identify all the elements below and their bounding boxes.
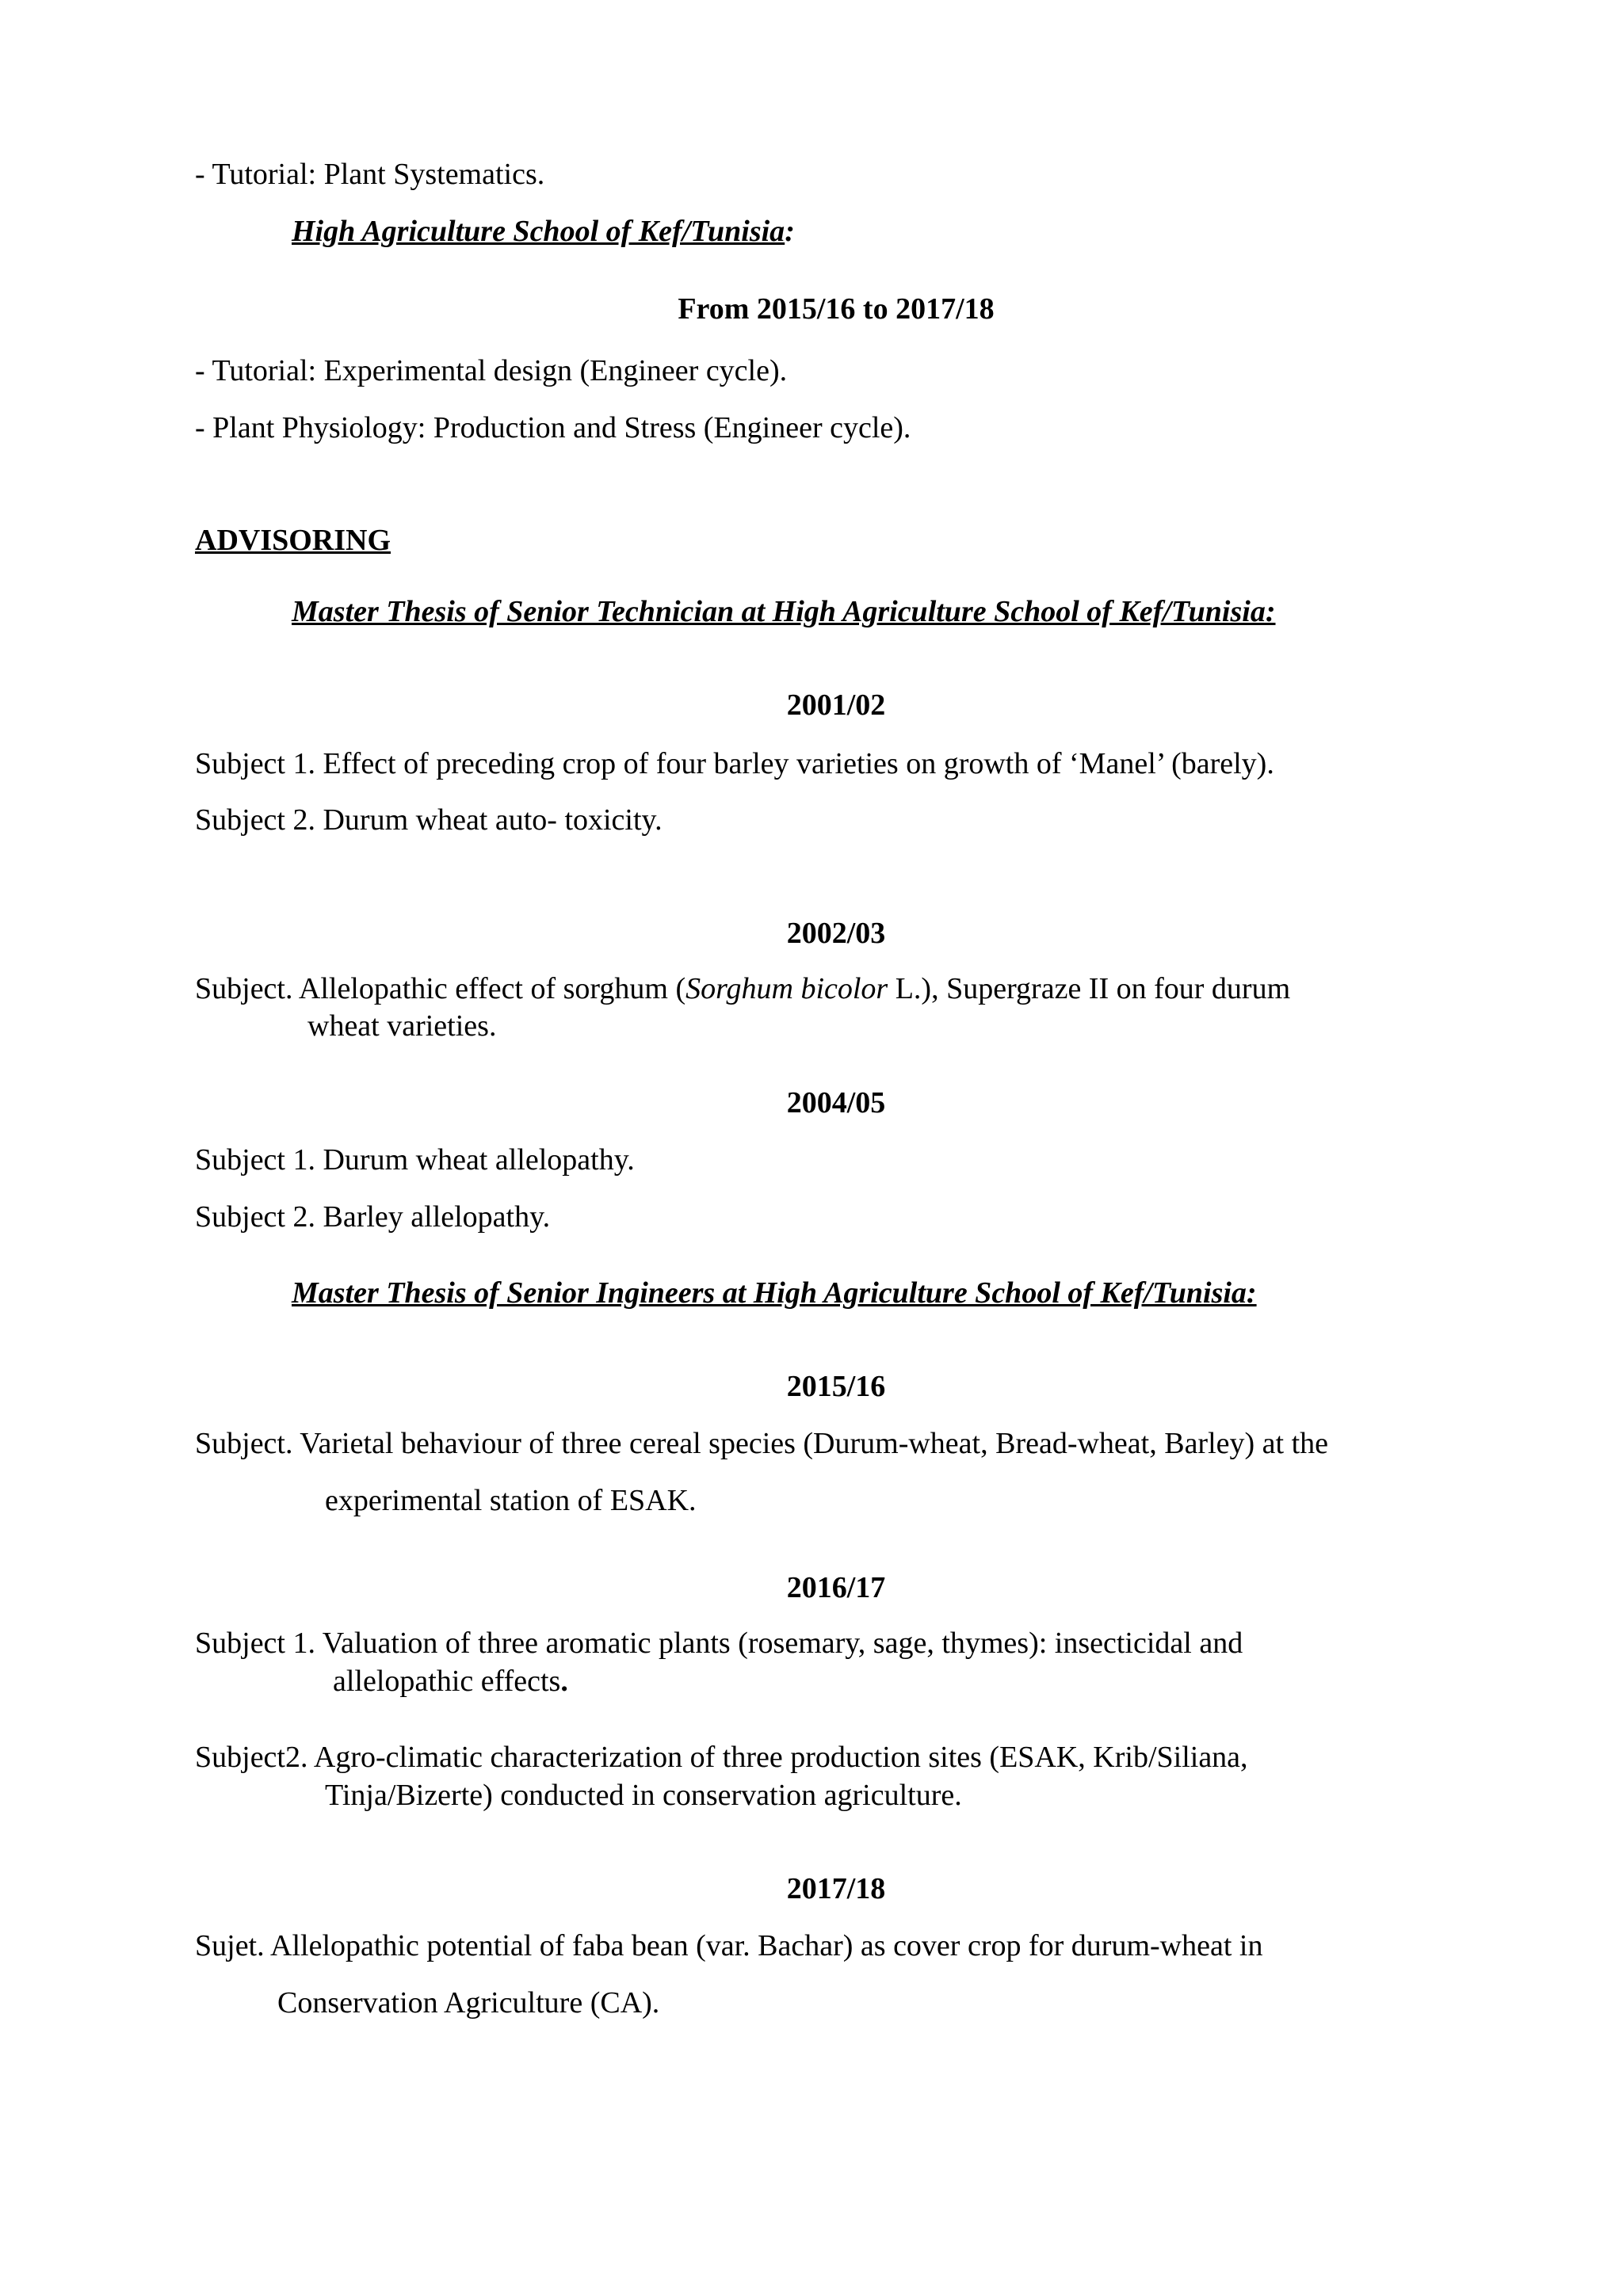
subject-2001-1: Subject 1. Effect of preceding crop of four barley varieties on growth of ‘Manel’ (barely). (195, 747, 1274, 780)
year-2004: 2004/05 (786, 1086, 886, 1119)
subject-2016-1-continuation (333, 1664, 568, 1699)
subject-2002 (195, 971, 1290, 1006)
subject-2015: Subject. Varietal behaviour of three cereal species (Durum-wheat, Bread-wheat, Barley) at the (195, 1427, 1329, 1460)
subject-2002-text-b: L.), Supergraze II on four durum (888, 972, 1291, 1005)
school-heading (292, 214, 795, 249)
subject-2016-1: Subject 1. Valuation of three aromatic plants (rosemary, sage, thymes): insecticidal and (195, 1627, 1243, 1660)
tutorial-experimental-design: - Tutorial: Experimental design (Engineer cycle). (195, 354, 788, 387)
species-name: Sorghum bicolor (685, 972, 888, 1005)
subject-2016-2-continuation: Tinja/Bizerte) conducted in conservation agriculture. (325, 1779, 962, 1812)
year-2015: 2015/16 (786, 1370, 886, 1403)
subject-2004-1: Subject 1. Durum wheat allelopathy. (195, 1143, 635, 1177)
engineers-thesis-heading: Master Thesis of Senior Ingineers at High Agriculture School of Kef/Tunisia: (292, 1276, 1257, 1310)
year-2017: 2017/18 (786, 1872, 886, 1905)
subject-2017-continuation: Conservation Agriculture (CA). (277, 1986, 660, 2019)
subject-2001-2: Subject 2. Durum wheat auto- toxicity. (195, 803, 663, 837)
subject-2017: Sujet. Allelopathic potential of faba bean (var. Bachar) as cover crop for durum-wheat in (195, 1929, 1263, 1962)
subject-2004-2: Subject 2. Barley allelopathy. (195, 1200, 551, 1234)
plant-physiology-course: - Plant Physiology: Production and Stress (Engineer cycle). (195, 411, 911, 444)
school-heading-colon: : (785, 215, 795, 248)
year-2002: 2002/03 (786, 917, 886, 950)
technician-thesis-heading: Master Thesis of Senior Technician at High Agriculture School of Kef/Tunisia: (292, 595, 1276, 628)
tutorial-plant-systematics: - Tutorial: Plant Systematics. (195, 158, 545, 191)
subject-2016-2: Subject2. Agro-climatic characterization of three production sites (ESAK, Krib/Siliana, (195, 1741, 1248, 1774)
subject-2015-continuation: experimental station of ESAK. (325, 1484, 697, 1517)
subject-2016-1-cont-text: allelopathic effects (333, 1665, 561, 1698)
year-2016: 2016/17 (786, 1571, 886, 1604)
teaching-period: From 2015/16 to 2017/18 (678, 292, 995, 326)
advisoring-heading: ADVISORING (195, 524, 391, 557)
subject-2016-1-period: . (560, 1665, 568, 1698)
year-2001: 2001/02 (786, 688, 886, 722)
subject-2002-text-a: Subject. Allelopathic effect of sorghum ( (195, 972, 686, 1005)
subject-2002-continuation: wheat varieties. (307, 1009, 497, 1043)
school-heading-text: High Agriculture School of Kef/Tunisia (292, 215, 785, 248)
